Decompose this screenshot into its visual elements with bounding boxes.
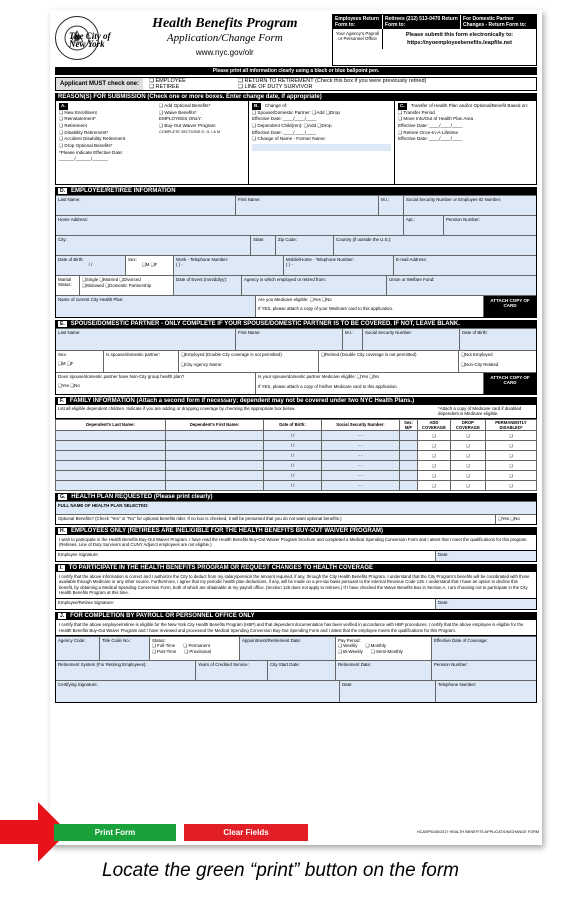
section-d-grid: [55, 195, 537, 318]
pay-checkbox[interactable]: ❑ Bi-Weekly: [338, 649, 363, 655]
submit-url-link[interactable]: https://nyoemployeebenefits.leapfile.net: [407, 40, 512, 46]
city-field[interactable]: City:: [56, 236, 251, 255]
pay-checkbox[interactable]: ❑ Monthly: [365, 643, 387, 649]
mobile-phone-field[interactable]: ( ) -: [286, 262, 293, 267]
family-note-medicare: *Attach a copy of Medicare card if disabled dependent is Medicare eligible.: [438, 406, 522, 417]
reason-a-item[interactable]: ❑ Reinstatement*: [59, 116, 96, 122]
reasons-section: [55, 101, 537, 185]
form-header: [55, 14, 537, 66]
dep-ssn-field[interactable]: - -: [322, 430, 400, 440]
title-code-field[interactable]: Title Code No.:: [100, 637, 150, 660]
section-f-notes: [55, 405, 537, 419]
section-h-header: H. EMPLOYEES ONLY (RETIREES ARE INELIGIBLE FOR THE HEALTH BENEFITS BUY-OUT WAIVER PROGRAM): [55, 527, 537, 535]
current-plan-field[interactable]: Name of current City Health Plan:: [56, 296, 256, 317]
home-address-field[interactable]: Home Address:: [56, 216, 404, 235]
col-dob: Date of Birth:: [264, 419, 322, 430]
spouse-non-city-checkbox[interactable]: ❑Non-City Related: [461, 362, 499, 367]
effective-date-note: *Please indicate Effective Date: ______/______/______: [59, 149, 124, 162]
dependent-row: [56, 460, 537, 470]
certifying-signature-field[interactable]: Certifying Signature:: [56, 681, 340, 702]
section-i-sign: [55, 599, 537, 610]
dob-field[interactable]: / /: [88, 262, 93, 267]
dep-drop-checkbox[interactable]: ❑: [450, 440, 485, 450]
dep-last-name-field[interactable]: [56, 440, 166, 450]
employee-signature-field[interactable]: Employee Signature:: [56, 551, 436, 561]
reason-c-item[interactable]: ❑ Transfer Period: [398, 109, 435, 115]
dep-ssn-field[interactable]: - -: [322, 480, 400, 490]
dependent-row: [56, 470, 537, 480]
dep-disabled-checkbox[interactable]: ❑: [485, 470, 536, 480]
col-first-name: Dependent's First Name:: [166, 419, 264, 430]
dep-first-name-field[interactable]: [166, 460, 264, 470]
dep-sex-field[interactable]: [400, 470, 418, 480]
sex-checkbox[interactable]: ❑M ❑F: [141, 262, 158, 267]
dep-drop-checkbox[interactable]: ❑: [450, 450, 485, 460]
section-j-text: I certify that the above employee/retiree is eligible for the New York City Health Benefits Program (HBP) and that dependent documentation has been verified in accordance with HBP procedures. I certify that the above employee is eligible for the Health Benefits Buy-Out Waiver Program and I have reviewed and processed the Medical Spending Conversion Buy-Out Spending Form and I attest that the employee meets the qualifications for this Program.: [55, 620, 537, 636]
reason-a2-item[interactable]: ❑ Add Optional Benefits*: [159, 103, 211, 108]
spouse-employed-checkbox[interactable]: ❑Employed (Double City coverage is not permitted): [181, 352, 282, 357]
print-form-button[interactable]: Print Form: [54, 824, 176, 841]
reason-b-col: [248, 101, 394, 184]
section-h-sign: [55, 551, 537, 562]
retirement-system-field[interactable]: Retirement System (For Retiring Employees):: [56, 661, 196, 680]
reasons-title: REASON(S) FOR SUBMISSION (Check one or more boxes. Enter change date, if appropriate): [58, 94, 322, 100]
reason-c-col: [394, 101, 536, 184]
dep-drop-checkbox[interactable]: ❑: [450, 430, 485, 440]
dep-sex-field[interactable]: [400, 430, 418, 440]
submit-note: Please submit this form electronically to:: [405, 32, 514, 38]
section-i-header: I. TO PARTICIPATE IN THE HEALTH BENEFITS PROGRAM OR REQUEST CHANGES TO HEALTH COVERAGE: [55, 564, 537, 572]
spouse-city-agency-field[interactable]: ❑City Agency Name:: [181, 362, 223, 367]
reason-c-item[interactable]: ❑ Retiree Once-In-A-Lifetime: [398, 129, 459, 135]
dep-add-checkbox[interactable]: ❑: [418, 460, 451, 470]
dependent-row: [56, 430, 537, 440]
instruction-caption: Locate the green “print” button on the form: [102, 860, 459, 881]
reason-a2-item: EMPLOYEES ONLY:: [159, 116, 202, 122]
section-g-header: G. HEALTH PLAN REQUESTED (Please print clearly): [55, 493, 537, 501]
marital-label: Marital Status:: [56, 276, 80, 295]
section-h-title: EMPLOYEES ONLY (RETIREES ARE INELIGIBLE FOR THE HEALTH BENEFITS BUY-OUT WAIVER PROGRAM): [71, 527, 384, 534]
pay-period-label: Pay Period:: [338, 638, 361, 644]
apt-field[interactable]: Apt.:: [404, 216, 444, 235]
col-last-name: Dependent's Last Name:: [56, 419, 166, 430]
dep-dob-field[interactable]: / /: [264, 460, 322, 470]
section-j-grid: [55, 636, 537, 703]
spouse-status-label: Is spouse/domestic partner:: [104, 351, 179, 372]
spouse-first-name-field[interactable]: First Name:: [236, 329, 343, 350]
spouse-sex-checkbox[interactable]: ❑M ❑F: [58, 361, 74, 366]
dependents-header-row: [56, 419, 537, 430]
optional-benefits-checkbox[interactable]: ❑Yes ❑No: [498, 515, 520, 521]
marital-checkbox[interactable]: ❑Widowed ❑Domestic Partnership: [82, 283, 152, 288]
section-f-title: FAMILY INFORMATION (Attach a second form if necessary; dependent may not be covered under two NYC Health Plans.): [69, 398, 415, 404]
dep-first-name-field[interactable]: [166, 470, 264, 480]
date-of-event-field[interactable]: Date of Event (mm/dd/yy):: [174, 276, 242, 295]
dep-first-name-field[interactable]: [166, 430, 264, 440]
spouse-not-employed-checkbox[interactable]: ❑Not Employed: [461, 352, 493, 357]
section-e-grid: [55, 328, 537, 395]
sex-label: Sex:: [128, 257, 137, 262]
clear-fields-button[interactable]: Clear Fields: [184, 824, 308, 841]
dep-dob-field[interactable]: / /: [264, 440, 322, 450]
section-f-header: F. FAMILY INFORMATION (Attach a second form if necessary; dependent may not be covered under two NYC Health Plans.): [55, 397, 537, 405]
former-name-field[interactable]: [252, 144, 391, 151]
reason-a-item[interactable]: ❑ Disability Retirement*: [59, 129, 109, 135]
letter-b: B.: [254, 103, 259, 108]
ssn-field[interactable]: Social Security Number or Employee ID Number:: [404, 196, 536, 215]
family-note: List all eligible dependent children. Indicate if you are adding or dropping coverage by checking the appropriate box below.: [58, 406, 296, 411]
section-d-header: D. EMPLOYEE/RETIREE INFORMATION: [55, 187, 537, 195]
medicare-eligible-checkbox[interactable]: Are you Medicare eligible: ❑Yes ❑No: [258, 297, 332, 302]
reason-c-item: Transfer of Health Plan and/or Optional/Benefit Based on:: [410, 103, 529, 108]
dep-sex-field[interactable]: [400, 480, 418, 490]
section-e-title: SPOUSE/DOMESTIC PARTNER - ONLY COMPLETE IF YOUR SPOUSE/DOMESTIC PARTNER IS TO BE COVERED. IF NOT, LEAVE BLANK.: [70, 321, 460, 327]
marital-checkbox[interactable]: ❑Single ❑Married ❑Divorced: [82, 277, 141, 282]
section-j-title: FOR COMPLETION BY PAYROLL OR PERSONNEL OFFICE ONLY: [70, 613, 255, 620]
pay-checkbox[interactable]: ❑ Weekly: [338, 643, 358, 649]
reason-a2-col: [156, 101, 248, 184]
form-page: [50, 10, 542, 845]
mi-field[interactable]: M.I.:: [379, 196, 404, 215]
reason-b-item: Change of:: [264, 103, 288, 108]
dep-last-name-field[interactable]: [56, 480, 166, 490]
status-checkbox[interactable]: ❑ Full-Time: [152, 643, 176, 649]
pension-number-field[interactable]: Pension Number:: [444, 216, 536, 235]
letter-c: C.: [400, 103, 405, 108]
dependents-table: [55, 419, 537, 491]
credited-service-field[interactable]: Years of Credited Service:: [196, 661, 268, 680]
pay-checkbox[interactable]: ❑ Semi-Monthly: [370, 649, 403, 655]
section-i-title: TO PARTICIPATE IN THE HEALTH BENEFITS PROGRAM OR REQUEST CHANGES TO HEALTH COVERAGE: [68, 564, 374, 571]
reason-a-item[interactable]: ❑ Accident Disability Retirement: [59, 136, 126, 142]
section-d-title: EMPLOYEE/RETIREE INFORMATION: [71, 188, 176, 194]
form-subtitle: Application/Change Form: [166, 32, 283, 44]
dob-label: Date of Birth:: [58, 257, 84, 262]
dep-first-name-field[interactable]: [166, 480, 264, 490]
certifying-date-field[interactable]: Date:: [340, 681, 436, 702]
col-disabled: PERMANENTLY DISABLED*: [485, 419, 536, 430]
reason-a-item[interactable]: ❑ New Enrollment: [59, 109, 97, 115]
dep-first-name-field[interactable]: [166, 450, 264, 460]
dep-add-checkbox[interactable]: ❑: [418, 440, 451, 450]
retirement-date-field[interactable]: Retirement Date:: [336, 661, 432, 680]
zip-field[interactable]: Zip Code:: [276, 236, 334, 255]
dep-add-checkbox[interactable]: ❑: [418, 470, 451, 480]
employee-checkbox[interactable]: ❑ EMPLOYEE: [149, 78, 186, 84]
applicant-type-row: [55, 77, 537, 91]
retiree-signature-field[interactable]: Employee/Retiree Signature:: [56, 599, 436, 609]
status-checkbox[interactable]: ❑ Permanent: [183, 643, 210, 649]
last-name-field[interactable]: Last Name:: [56, 196, 236, 215]
dep-disabled-checkbox[interactable]: ❑: [485, 440, 536, 450]
dep-drop-checkbox[interactable]: ❑: [450, 470, 485, 480]
attach-card-badge: ATTACH COPY OF CARD: [484, 373, 536, 394]
dep-add-checkbox[interactable]: ❑: [418, 450, 451, 460]
spouse-retired-checkbox[interactable]: ❑Retired (Double City coverage is not permitted): [319, 351, 459, 372]
spouse-last-name-field[interactable]: Last Name:: [56, 329, 236, 350]
dep-disabled-checkbox[interactable]: ❑: [485, 460, 536, 470]
return-form-table: [332, 14, 537, 66]
dep-ssn-field[interactable]: - -: [322, 460, 400, 470]
dependent-row: [56, 450, 537, 460]
form-buttons: [54, 824, 308, 841]
reason-b-item[interactable]: Effective Date: ____/____/____: [252, 116, 317, 122]
reason-b-item[interactable]: Effective Date: ____/____/____: [252, 129, 317, 135]
dependent-row: [56, 480, 537, 490]
print-notice: Please print all information clearly using a black or blue ballpoint pen.: [55, 67, 537, 75]
status-label: Status:: [152, 638, 166, 644]
reason-c-item[interactable]: Effective Date: ____/____/____: [398, 136, 463, 142]
dep-last-name-field[interactable]: [56, 450, 166, 460]
letter-a: A.: [61, 103, 66, 108]
reason-b-item[interactable]: ❑ Dependent Child(ren): ❑Add ❑Drop: [252, 122, 332, 128]
non-city-plan-checkbox[interactable]: ❑Yes ❑No: [58, 383, 80, 388]
state-field[interactable]: State:: [251, 236, 276, 255]
col-ssn: Social Security Number:: [322, 419, 400, 430]
col-sex: Sex: M/F: [400, 419, 418, 430]
dep-disabled-checkbox[interactable]: ❑: [485, 450, 536, 460]
website-link[interactable]: www.nyc.gov/olr: [195, 48, 254, 57]
attach-card-badge: ATTACH COPY OF CARD: [484, 296, 536, 317]
dep-dob-field[interactable]: / /: [264, 470, 322, 480]
spouse-medicare-checkbox[interactable]: Is your spouse/domestic partner Medicare eligible: ❑Yes ❑No: [258, 374, 379, 379]
dep-ssn-field[interactable]: - -: [322, 470, 400, 480]
agency-code-field[interactable]: Agency Code:: [56, 637, 100, 660]
dep-ssn-field[interactable]: - -: [322, 450, 400, 460]
section-e-header: E. SPOUSE/DOMESTIC PARTNER - ONLY COMPLETE IF YOUR SPOUSE/DOMESTIC PARTNER IS TO BE COVERED. IF NOT, LEAVE BLANK.: [55, 320, 537, 328]
section-g-title: HEALTH PLAN REQUESTED (Please print clearly): [71, 493, 213, 500]
reason-a2-item[interactable]: ❑ Waive Benefits*: [159, 109, 197, 115]
reason-a-col: [56, 101, 156, 184]
dep-last-name-field[interactable]: [56, 460, 166, 470]
spouse-mi-field[interactable]: M.I.:: [343, 329, 363, 350]
appointment-date-field[interactable]: Appointment/Retirement Date:: [240, 637, 336, 660]
reason-a-item[interactable]: ❑ Retirement: [59, 122, 87, 128]
work-phone-label: Work - Telephone Number:: [176, 257, 229, 262]
retiree-checkbox[interactable]: ❑ RETIREE: [149, 84, 180, 90]
reason-c-item[interactable]: Effective Date: ____/____/____: [398, 122, 463, 128]
effective-coverage-field[interactable]: Effective Date of Coverage:: [432, 637, 536, 660]
retiree-date-field[interactable]: Date:: [436, 599, 536, 609]
pension-number-j-field[interactable]: Pension Number:: [432, 661, 536, 680]
form-number: HCASPS045/2017 HEALTH BENEFITS APPLICATION/CHANGE FORM: [416, 830, 539, 834]
work-phone-field[interactable]: ( ) -: [176, 262, 183, 267]
dep-last-name-field[interactable]: [56, 430, 166, 440]
form-title: Health Benefits Program: [152, 16, 298, 31]
medicare-note: If YES, please attach a copy of your Medicare card to this application.: [258, 306, 394, 311]
section-i-text: I certify that the above information is correct and I authorize the City to deduct from my salary/pension the amount required, if any, through the City Health Benefits Program. I understand that the City Program's benefits will be coordinated with those available through Medicare or any other source. Furthermore, I agree that my periodic health plan deductions, if any, will be made on a pre-tax basis pursuant to the Internal Revenue Code 125. I understand that I have an option to decline this benefit, by obtaining a Medical Spending Conversion Form, both of which are obtainable at my payroll office. (Section 125 does not apply to retirees.) If I have checked the Waive Benefits Box in Section A, I am choosing not to participate in the City Health Benefits Program at this time.: [55, 572, 537, 599]
agency-note: Your Agency's Payroll or Personnel Office: [333, 29, 383, 49]
dep-add-checkbox[interactable]: ❑: [418, 480, 451, 490]
dep-disabled-checkbox[interactable]: ❑: [485, 430, 536, 440]
return-domestic-partner: For Domestic Partner Changes - Return Form to:: [463, 16, 527, 28]
telephone-field[interactable]: Telephone Number:: [436, 681, 536, 702]
city-start-date-field[interactable]: City Start Date:: [268, 661, 336, 680]
dep-drop-checkbox[interactable]: ❑: [450, 480, 485, 490]
dep-dob-field[interactable]: / /: [264, 430, 322, 440]
dependent-row: [56, 440, 537, 450]
non-city-plan-label: Does spouse/domestic partner have Non-City group health plan?: [58, 374, 185, 379]
dep-sex-field[interactable]: [400, 460, 418, 470]
dep-disabled-checkbox[interactable]: ❑: [485, 480, 536, 490]
dep-first-name-field[interactable]: [166, 440, 264, 450]
spouse-medicare-note: If YES, please attach a copy of his/her Medicare card to this application.: [258, 384, 398, 389]
agency-field[interactable]: Agency in which employed or retired from:: [242, 276, 387, 295]
dep-sex-field[interactable]: [400, 450, 418, 460]
dep-dob-field[interactable]: / /: [264, 450, 322, 460]
reason-a2-item[interactable]: ❑ Buy-Out Waiver Program: [159, 122, 216, 128]
form-title-block: [128, 14, 322, 66]
first-name-field[interactable]: First Name:: [236, 196, 379, 215]
status-checkbox[interactable]: ❑ Part-Time: [152, 649, 177, 655]
section-reasons-header: [55, 93, 537, 101]
union-field[interactable]: Union or Welfare Fund:: [387, 276, 536, 295]
optional-benefits-label: Optional Benefits? (Check "Yes" or "No" for optional benefits rider. If no box is checked, it will be presumed that you do not want optional benefits.): [56, 515, 496, 524]
line-of-duty-checkbox[interactable]: ❑ LINE OF DUTY SURVIVOR: [238, 84, 313, 90]
spouse-dob-field[interactable]: Date of Birth:: [460, 329, 536, 350]
city-logo-text: The City of New York: [69, 31, 111, 50]
reason-b-item[interactable]: ❑ Change of Name - Former Name:: [252, 136, 326, 142]
spouse-ssn-field[interactable]: Social Security Number:: [363, 329, 460, 350]
dep-dob-field[interactable]: / /: [264, 480, 322, 490]
dep-add-checkbox[interactable]: ❑: [418, 430, 451, 440]
status-checkbox[interactable]: ❑ Provisional: [184, 649, 211, 655]
section-h-text: I wish to participate in the Health Benefits Buy-Out Waiver Program. I have read the Health Benefits Buy-Out Waiver Program brochure and completed a Medical Spending Conversion Form and I attest that I meet the qualifications for this program. (Retirees, Line of Duty Survivors and CUNY Adjunct employees are not eligible.): [55, 535, 537, 551]
return-retirement-checkbox[interactable]: ❑ RETURN TO RETIREMENT (Check this box if you were previously retired): [238, 78, 427, 84]
dep-drop-checkbox[interactable]: ❑: [450, 460, 485, 470]
section-j-header: J. FOR COMPLETION BY PAYROLL OR PERSONNEL OFFICE ONLY: [55, 612, 537, 620]
col-add: ADD COVERAGE: [418, 419, 451, 430]
health-plan-field[interactable]: FULL NAME OF HEALTH PLAN SELECTED:: [56, 502, 536, 514]
return-retirees: Retirees (212) 513-0470 Return Form to:: [383, 15, 461, 29]
country-field[interactable]: Country (if outside the U.S.):: [334, 236, 536, 255]
reason-a-item[interactable]: ❑ Drop Optional Benefits*: [59, 142, 113, 148]
section-g-grid: [55, 501, 537, 525]
reason-b-item[interactable]: ❑ Spouse/Domestic Partner: ❑Add ❑Drop: [252, 109, 340, 115]
dep-sex-field[interactable]: [400, 440, 418, 450]
col-drop: DROP COVERAGE: [450, 419, 485, 430]
employee-date-field[interactable]: Date:: [436, 551, 536, 561]
mobile-phone-label: Mobile/Home - Telephone Number:: [286, 257, 355, 262]
email-field[interactable]: E-mail Address:: [394, 256, 536, 275]
return-employees: Employees Return Form to:: [333, 15, 383, 29]
dep-last-name-field[interactable]: [56, 470, 166, 480]
reason-c-item[interactable]: ❑ Move Into/Out of Health Plan Area: [398, 116, 474, 122]
spouse-sex-label: Sex:: [58, 352, 67, 357]
dep-ssn-field[interactable]: - -: [322, 440, 400, 450]
reason-a2-item: COMPLETE SECTIONS G, H, I & M: [159, 129, 221, 134]
applicant-label: Applicant MUST check one:: [56, 78, 143, 90]
